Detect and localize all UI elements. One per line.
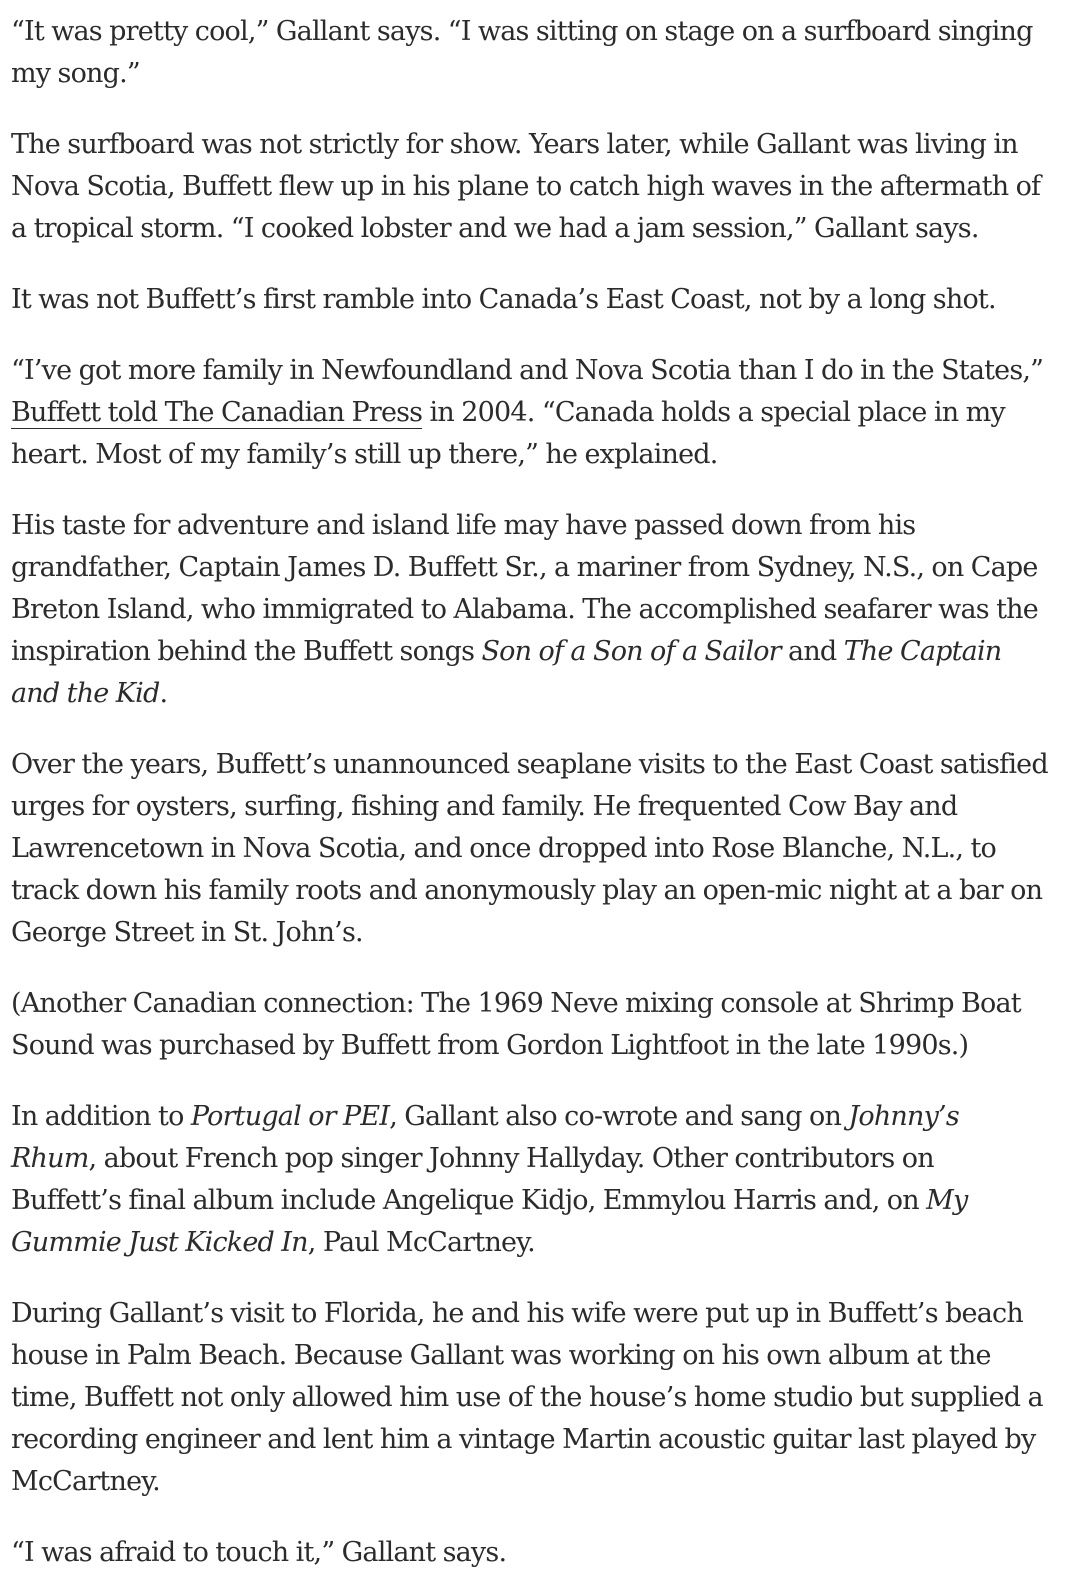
paragraph-text: , about French pop singer Johnny Hallyday. Other contributors on Buffett’s final album include Angelique Kidjo, Emmylou Harris and, on xyxy=(11,1143,934,1216)
paragraph-text: It was not Buffett’s first ramble into Canada’s East Coast, not by a long shot. xyxy=(11,284,996,315)
italic-title: The Captain and the Kid xyxy=(11,636,1002,709)
paragraph-text: During Gallant’s visit to Florida, he and his wife were put up in Buffett’s beach house in Palm Beach. Because Gallant was working on his own album at the time, Buffett not only allowed him use of the house’s home studio but supplied a recording engineer and lent him a vintage Martin acoustic guitar last played by McCartney. xyxy=(11,1298,1043,1497)
paragraph-text: (Another Canadian connection: The 1969 Neve mixing console at Shrimp Boat Sound was purchased by Buffett from Gordon Lightfoot in the late 1990s.) xyxy=(11,988,1021,1061)
italic-title: My Gummie Just Kicked In xyxy=(11,1185,968,1258)
article-paragraph xyxy=(11,744,1051,954)
article-paragraph xyxy=(11,11,1051,95)
paragraph-text: Over the years, Buffett’s unannounced seaplane visits to the East Coast satisfied urges for oysters, surfing, fishing and family. He frequented Cow Bay and Lawrencetown in Nova Scotia, and once dropped into Rose Blanche, N.L., to track down his family roots and anonymously play an open-mic night at a bar on George Street in St. John’s. xyxy=(11,749,1048,948)
article-paragraph xyxy=(11,350,1051,476)
paragraph-text: “I was afraid to touch it,” Gallant says. xyxy=(11,1537,507,1568)
paragraph-text: The surfboard was not strictly for show. Years later, while Gallant was living in Nova Scotia, Buffett flew up in his plane to catch high waves in the aftermath of a tropical storm. “I cooked lobster and we had a jam session,” Gallant says. xyxy=(11,129,1041,244)
article-paragraph xyxy=(11,124,1051,250)
article-paragraph xyxy=(11,279,1051,321)
paragraph-text: , Gallant also co-wrote and sang on xyxy=(389,1101,849,1132)
article-paragraph xyxy=(11,1096,1051,1264)
italic-title: Portugal or PEI xyxy=(190,1101,390,1132)
paragraph-text: and xyxy=(780,636,844,667)
paragraph-text: “It was pretty cool,” Gallant says. “I was sitting on stage on a surfboard singing my song.” xyxy=(11,16,1033,89)
article-paragraph xyxy=(11,1532,1051,1574)
paragraph-text: in 2004. “Canada holds a special place in my heart. Most of my family’s still up there,” he explained. xyxy=(11,397,1005,470)
paragraph-text: His taste for adventure and island life may have passed down from his grandfather, Captain James D. Buffett Sr., a mariner from Sydney, N.S., on Cape Breton Island, who immigrated to Alabama. The accomplished seafarer was the inspiration behind the Buffett songs xyxy=(11,510,1038,667)
italic-title: Son of a Son of a Sailor xyxy=(481,636,781,667)
article-paragraph xyxy=(11,983,1051,1067)
paragraph-text: . xyxy=(159,678,168,709)
article-paragraph xyxy=(11,1293,1051,1503)
paragraph-text: “I’ve got more family in Newfoundland and Nova Scotia than I do in the States,” xyxy=(11,355,1044,386)
article-paragraph xyxy=(11,505,1051,715)
paragraph-text: , Paul McCartney. xyxy=(307,1227,535,1258)
paragraph-text: In addition to xyxy=(11,1101,191,1132)
italic-title: Johnny’s Rhum xyxy=(11,1101,959,1174)
inline-link[interactable]: Buffett told The Canadian Press xyxy=(11,397,423,428)
